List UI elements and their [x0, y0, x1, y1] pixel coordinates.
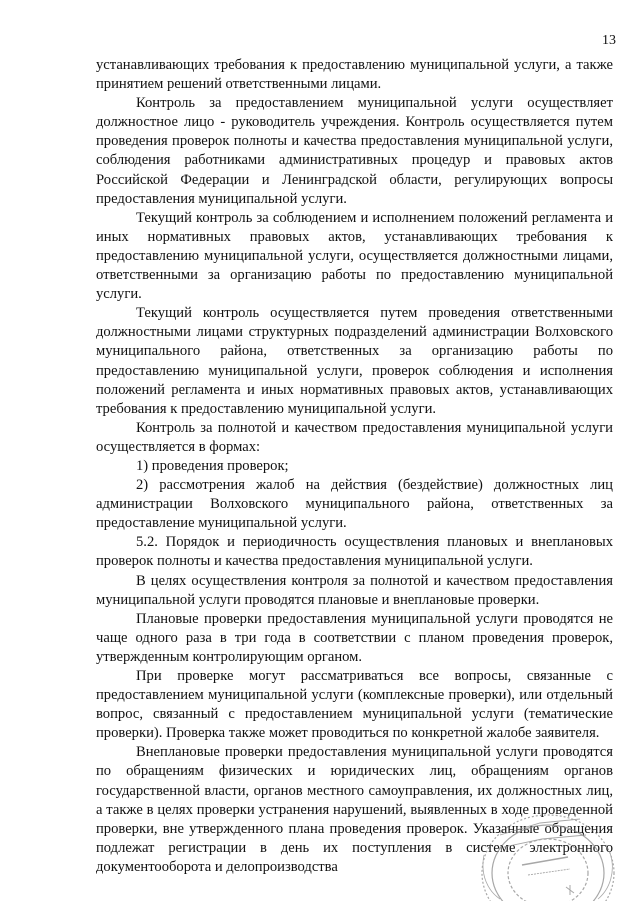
paragraph-continuation: устанавливающих требования к предоставлению муниципальной услуги, а также принятием решений ответственными лицами. — [96, 57, 613, 93]
paragraph-unscheduled-inspections: Внеплановые проверки предоставления муниципальной услуги проводятся по обращениям физических и юридических лиц, обращениям органов государственной власти, органов местного самоуправления, их должностных лиц, а также в целях проверки устранения нарушений, выявленных в ходе проведенной проверки, вне утвержденного плана проведения проверок. Указанные обращения подлежат регистрации в день их поступления в системе электронного документооборота и делопроизводства — [96, 744, 613, 875]
list-item-complaints: 2) рассмотрения жалоб на действия (бездействие) должностных лиц администрации Волховского муниципального района, ответственных за предоставление муниципальной услуги. — [96, 477, 613, 532]
paragraph-control-forms: Контроль за полнотой и качеством предоставления муниципальной услуги осуществляется в формах: — [96, 419, 613, 455]
paragraph-inspection-scope: При проверке могут рассматриваться все вопросы, связанные с предоставлением муниципальной услуги (комплексные проверки), или отдельный вопрос, связанный с предоставлением муниципальной услуги (тематические проверки). Проверка также может проводиться по конкретной жалобе заявителя. — [96, 668, 613, 742]
page-number: 13 — [602, 33, 616, 48]
paragraph-current-control: Текущий контроль за соблюдением и исполнением положений регламента и иных нормативных правовых актов, устанавливающих требования к предоставлению муниципальной услуги, осуществляется должностными лицами, ответственными за организацию работы по предоставлению муниципальной услуги. — [96, 209, 613, 303]
document-body — [96, 56, 613, 877]
paragraph-scheduled-inspections: Плановые проверки предоставления муниципальной услуги проводятся не чаще одного раза в три года в соответствии с планом проведения проверок, утвержденным контролирующим органом. — [96, 610, 613, 665]
paragraph-current-control-method: Текущий контроль осуществляется путем проведения ответственными должностными лицами структурных подразделений администрации Волховского муниципального района, ответственных за организацию работы по предоставлению муниципальной услуги, проверок соблюдения и исполнения положений регламента и иных нормативных правовых актов, устанавливающих требования к предоставлению муниципальной услуги. — [96, 305, 613, 417]
paragraph-inspection-purpose: В целях осуществления контроля за полнотой и качеством предоставления муниципальной услуги проводятся плановые и внеплановые проверки. — [96, 572, 613, 608]
list-item-inspections: 1) проведения проверок; — [136, 457, 289, 474]
section-heading-5-2: 5.2. Порядок и периодичность осуществления плановых и внеплановых проверок полноты и качества предоставления муниципальной услуги. — [96, 534, 613, 570]
paragraph-control-head: Контроль за предоставлением муниципальной услуги осуществляет должностное лицо - руководитель учреждения. Контроль осуществляется путем проведения проверок полноты и качества предоставления муниципальной услуги, соблюдения работниками административных процедур и правовых актов Российской Федерации и Ленинградской области, регулирующих вопросы предоставления муниципальной услуги. — [96, 95, 613, 207]
